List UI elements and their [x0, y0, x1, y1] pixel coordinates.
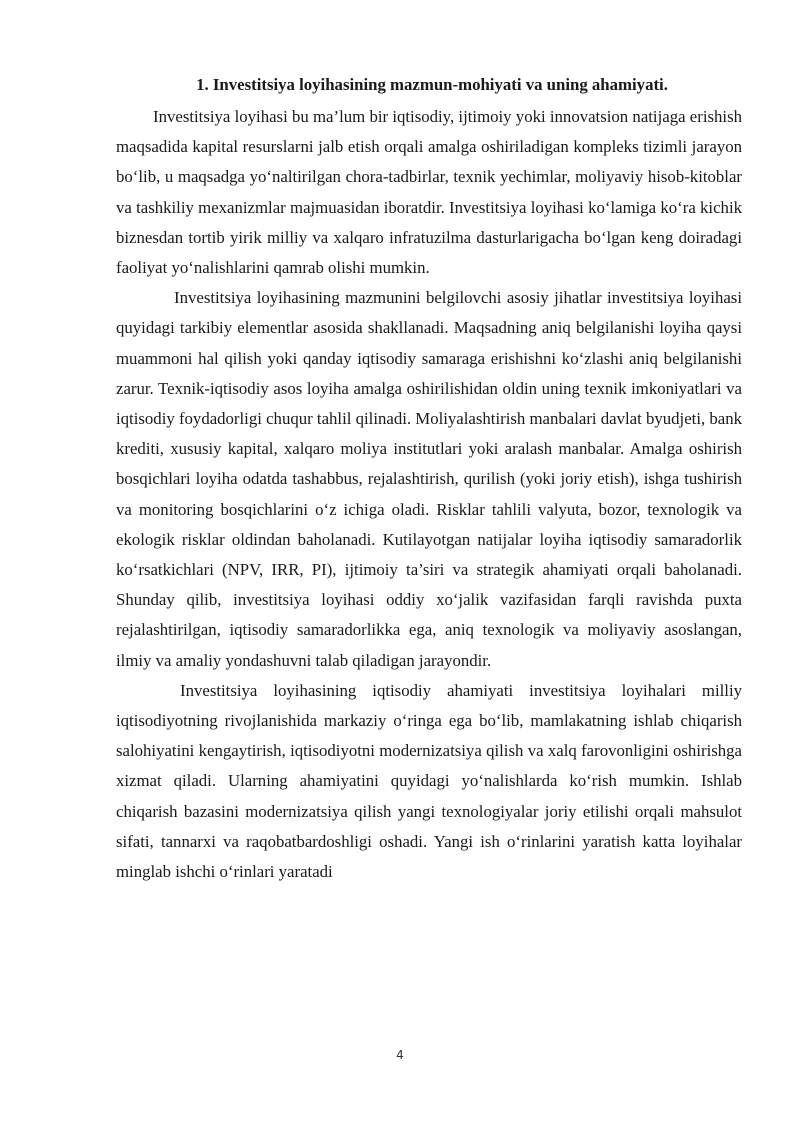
document-page: [116, 72, 742, 887]
paragraph-2: Investitsiya loyihasining mazmunini belgilovchi asosiy jihatlar investitsiya loyihasi quyidagi tarkibiy elementlar asosida shakllanadi. Maqsadning aniq belgilanishi loyiha qaysi muammoni hal qilish yoki qanday iqtisodiy samaraga erishishni ko‘zlashi aniq belgilanishi zarur. Texnik-iqtisodiy asos loyiha amalga oshirilishidan oldin uning texnik imkoniyatlari va iqtisodiy foydadorligi chuqur tahlil qilinadi. Moliyalashtirish manbalari davlat byudjeti, bank krediti, xususiy kapital, xalqaro moliya institutlari yoki aralash manbalar. Amalga oshirish bosqichlari loyiha odatda tashabbus, rejalashtirish, qurilish (yoki joriy etish), ishga tushirish va monitoring bosqichlarini o‘z ichiga oladi. Risklar tahlili valyuta, bozor, texnologik va ekologik risklar oldindan baholanadi. Kutilayotgan natijalar loyiha iqtisodiy samaradorlik ko‘rsatkichlari (NPV, IRR, PI), ijtimoiy ta’siri va strategik ahamiyati orqali baholanadi. Shunday qilib, investitsiya loyihasi oddiy xo‘jalik vazifasidan farqli ravishda puxta rejalashtirilgan, iqtisodiy samaradorlikka ega, aniq texnologik va moliyaviy asoslangan, ilmiy va amaliy yondashuvni talab qiladigan jarayondir.: [116, 288, 742, 670]
page-number: 4: [396, 1048, 404, 1062]
section-heading: 1. Investitsiya loyihasining mazmun-mohiyati va uning ahamiyati.: [196, 75, 668, 94]
paragraph-3: Investitsiya loyihasining iqtisodiy ahamiyati investitsiya loyihalari milliy iqtisodiyotning rivojlanishida markaziy o‘ringa ega bo‘lib, mamlakatning ishlab chiqarish salohiyatini kengaytirish, iqtisodiyotni modernizatsiya qilish va xalq farovonligini oshirishga xizmat qiladi. Ularning ahamiyatini quyidagi yo‘nalishlarda ko‘rish mumkin. Ishlab chiqarish bazasini modernizatsiya qilish yangi texnologiyalar joriy etilishi orqali mahsulot sifati, tannarxi va raqobatbardoshligi oshadi. Yangi ish o‘rinlarini yaratish katta loyihalar minglab ishchi o‘rinlari yaratadi: [116, 680, 742, 882]
paragraph-1: Investitsiya loyihasi bu ma’lum bir iqtisodiy, ijtimoiy yoki innovatsion natijaga erishish maqsadida kapital resurslarni jalb etish orqali amalga oshiriladigan kompleks tizimli jarayon bo‘lib, u maqsadga yo‘naltirilgan chora-tadbirlar, texnik yechimlar, moliyaviy hisob-kitoblar va tashkiliy mexanizmlar majmuasidan iboratdir. Investitsiya loyihasi ko‘lamiga ko‘ra kichik biznesdan tortib yirik milliy va xalqaro infratuzilma dasturlarigacha bo‘lgan keng doiradagi faoliyat yo‘nalishlarini qamrab olishi mumkin.: [116, 107, 742, 278]
